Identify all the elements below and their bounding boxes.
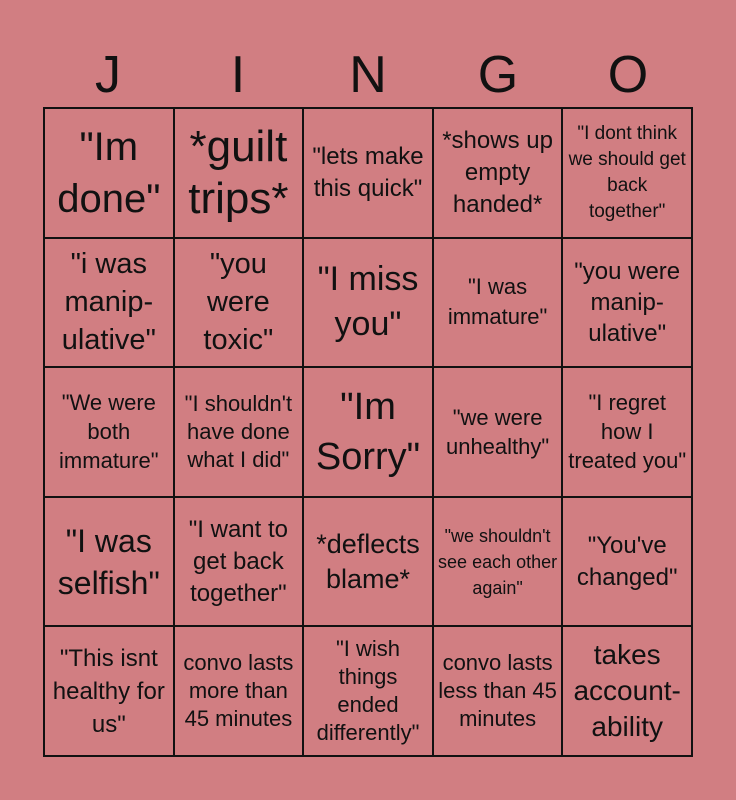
cell-text: "I was immature": [447, 274, 548, 330]
cell-text: "i was manip-ulative": [61, 248, 156, 357]
cell-text: "you were toxic": [203, 248, 274, 357]
header-letter-j: J: [95, 46, 121, 104]
cell-text: "I want to get back together": [188, 515, 288, 607]
cell-text: *deflects blame*: [316, 528, 420, 594]
bingo-cell[interactable]: [303, 238, 433, 368]
bingo-cell[interactable]: [433, 108, 563, 238]
bingo-cell[interactable]: [562, 238, 692, 368]
bingo-cell[interactable]: [303, 367, 433, 497]
cell-text: "Im done": [57, 124, 161, 221]
cell-text: "I shouldn't have done what I did": [184, 390, 293, 472]
cell-text: "You've changed": [576, 531, 678, 591]
cell-text: "This isnt healthy for us": [52, 644, 165, 738]
header-letter-o: O: [607, 46, 649, 104]
bingo-cell[interactable]: [44, 626, 174, 756]
cell-text: "I wish things ended differently": [316, 636, 420, 746]
cell-text: "we were unhealthy": [445, 404, 550, 459]
cell-text: "lets make this quick": [312, 142, 424, 202]
cell-text: takes account-ability: [573, 639, 681, 743]
bingo-cell[interactable]: [44, 108, 174, 238]
header-letter-n: N: [349, 46, 387, 104]
cell-text: "I dont think we should get back together": [568, 122, 686, 222]
bingo-cell[interactable]: [174, 108, 304, 238]
bingo-cell[interactable]: [303, 626, 433, 756]
bingo-cell[interactable]: [303, 497, 433, 627]
header-letter-g: G: [477, 46, 519, 104]
bingo-header: [43, 46, 693, 104]
bingo-cell[interactable]: [433, 626, 563, 756]
cell-text: "I was selfish": [57, 522, 160, 601]
cell-text: "We were both immature": [59, 390, 159, 474]
cell-text: convo lasts less than 45 minutes: [438, 650, 557, 732]
cell-text: "I regret how I treated you": [568, 390, 687, 474]
bingo-cell[interactable]: [174, 626, 304, 756]
cell-text: convo lasts more than 45 minutes: [183, 650, 294, 732]
cell-text: "Im Sorry": [315, 385, 421, 478]
bingo-cell[interactable]: [562, 626, 692, 756]
cell-text: "you were manip-ulative": [574, 257, 681, 347]
bingo-cell[interactable]: [433, 497, 563, 627]
cell-text: *guilt trips*: [188, 121, 289, 223]
bingo-cell[interactable]: [562, 367, 692, 497]
bingo-cell[interactable]: [174, 497, 304, 627]
bingo-card: [43, 107, 693, 757]
bingo-cell[interactable]: [44, 497, 174, 627]
bingo-cell[interactable]: [562, 497, 692, 627]
header-letter-i: I: [230, 46, 246, 104]
bingo-cell[interactable]: [562, 108, 692, 238]
cell-text: "we shouldn't see each other again": [438, 525, 558, 598]
bingo-cell[interactable]: [303, 108, 433, 238]
bingo-cell[interactable]: [174, 367, 304, 497]
bingo-cell[interactable]: [433, 238, 563, 368]
cell-text: "I miss you": [317, 260, 419, 344]
bingo-cell[interactable]: [44, 238, 174, 368]
cell-text: *shows up empty handed*: [442, 126, 553, 218]
bingo-cell[interactable]: [174, 238, 304, 368]
bingo-cell[interactable]: [44, 367, 174, 497]
bingo-cell[interactable]: [433, 367, 563, 497]
